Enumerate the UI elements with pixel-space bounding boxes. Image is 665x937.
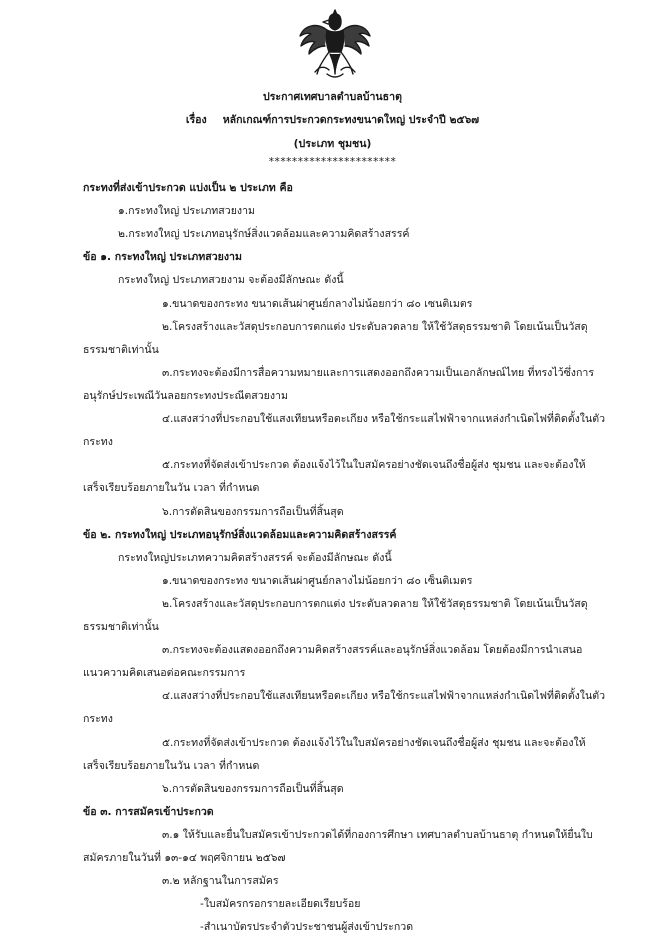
document-item: -สำเนาบัตรประจำตัวประชาชนผู้ส่งเข้าประกวด [200,921,414,933]
rule-line: ๓.๒ หลักฐานในการสมัคร [162,875,279,887]
rule-line: ๑.ขนาดของกระทง ขนาดเส้นผ่าศูนย์กลางไม่น้อยกว่า ๘๐ เซนติเมตร [162,298,473,310]
rule-line: แนวความคิดเสนอต่อคณะกรรมการ [83,667,246,679]
subject-text: หลักเกณฑ์การประกวดกระทงขนาดใหญ่ ประจำปี ๒๕๖๗ [222,114,480,126]
rule-line: ๕.กระทงที่จัดส่งเข้าประกวด ต้องแจ้งไว้ในใบสมัครอย่างชัดเจนถึงชื่อผู้ส่ง ชุมชน และจะต้องให้ [162,459,586,471]
rule-line: ธรรมชาติเท่านั้น [83,621,159,633]
rule-line: ธรรมชาติเท่านั้น [83,344,159,356]
rule-line: อนุรักษ์ประเพณีวันลอยกระทงประณีตสวยงาม [83,390,288,402]
subject-line [0,113,665,127]
rule-line: ๒.โครงสร้างและวัสดุประกอบการตกแต่ง ประดับลวดลาย ให้ใช้วัสดุธรรมชาติ โดยเน้นเป็นวัสดุ [162,321,588,333]
subject-label: เรื่อง [185,114,207,126]
rule-line: เสร็จเรียบร้อยภายในวัน เวลา ที่กำหนด [83,482,260,494]
rule-line: ๖.การตัดสินของกรรมการถือเป็นที่สิ้นสุด [162,506,344,518]
rule-line: ๓.กระทงจะต้องแสดงออกถึงความคิดสร้างสรรค์และอนุรักษ์สิ่งแวดล้อม โดยต้องมีการนำเสนอ [162,644,583,656]
rule-line: เสร็จเรียบร้อยภายในวัน เวลา ที่กำหนด [83,760,260,772]
category-line: (ประเภท ชุมชน) [293,138,372,150]
announcer-title: ประกาศเทศบาลตำบลบ้านธาตุ [263,91,402,103]
rule-line: กระทง [83,713,113,725]
type-item: ๒.กระทงใหญ่ ประเภทอนุรักษ์สิ่งแวดล้อมและความคิดสร้างสรรค์ [118,228,410,240]
section1-heading: ข้อ ๑. กระทงใหญ่ ประเภทสวยงาม [83,251,242,263]
section2-heading: ข้อ ๒. กระทงใหญ่ ประเภทอนุรักษ์สิ่งแวดล้อมและความคิดสร้างสรรค์ [83,529,397,541]
separator-line: ********************** [268,156,397,168]
rule-line: ๓.๑ ให้รับและยื่นใบสมัครเข้าประกวดได้ที่กองการศึกษา เทศบาลตำบลบ้านธาตุ กำหนดให้ยื่นใบ [162,829,593,841]
rule-line: ๕.กระทงที่จัดส่งเข้าประกวด ต้องแจ้งไว้ในใบสมัครอย่างชัดเจนถึงชื่อผู้ส่ง ชุมชน และจะต้องให้ [162,737,586,749]
section3-heading: ข้อ ๓. การสมัครเข้าประกวด [83,806,214,818]
types-heading: กระทงที่ส่งเข้าประกวด แบ่งเป็น ๒ ประเภท คือ [83,182,293,194]
rule-line: ๑.ขนาดของกระทง ขนาดเส้นผ่าศูนย์กลางไม่น้อยกว่า ๘๐ เซ็นติเมตร [162,575,473,587]
rule-line: ๒.โครงสร้างและวัสดุประกอบการตกแต่ง ประดับลวดลาย ให้ใช้วัสดุธรรมชาติ โดยเน้นเป็นวัสดุ [162,598,588,610]
rule-line: ๖.การตัดสินของกรรมการถือเป็นที่สิ้นสุด [162,783,344,795]
type-item: ๑.กระทงใหญ่ ประเภทสวยงาม [118,205,256,217]
rule-line: ๓.กระทงจะต้องมีการสื่อความหมายและการแสดงออกถึงความเป็นเอกลักษณ์ไทย ที่ทรงไว้ซึ่งการ [162,367,595,379]
rule-line: ๔.แสงสว่างที่ประกอบใช้แสงเทียนหรือตะเกียง หรือใช้กระแสไฟฟ้าจากแหล่งกำเนิดไฟที่ติดตั้งในตัว [162,413,606,425]
rule-line: กระทง [83,436,113,448]
rule-line: สมัครภายในวันที่ ๑๓-๑๔ พฤศจิกายน ๒๕๖๗ [83,852,286,864]
garuda-emblem-icon [297,8,373,82]
section2-intro: กระทงใหญ่ประเภทความคิดสร้างสรรค์ จะต้องมีลักษณะ ดังนี้ [118,552,392,564]
section1-intro: กระทงใหญ่ ประเภทสวยงาม จะต้องมีลักษณะ ดังนี้ [118,274,344,286]
document-item: -ใบสมัครกรอกรายละเอียดเรียบร้อย [200,898,361,910]
rule-line: ๔.แสงสว่างที่ประกอบใช้แสงเทียนหรือตะเกียง หรือใช้กระแสไฟฟ้าจากแหล่งกำเนิดไฟที่ติดตั้งในตัว [162,690,606,702]
